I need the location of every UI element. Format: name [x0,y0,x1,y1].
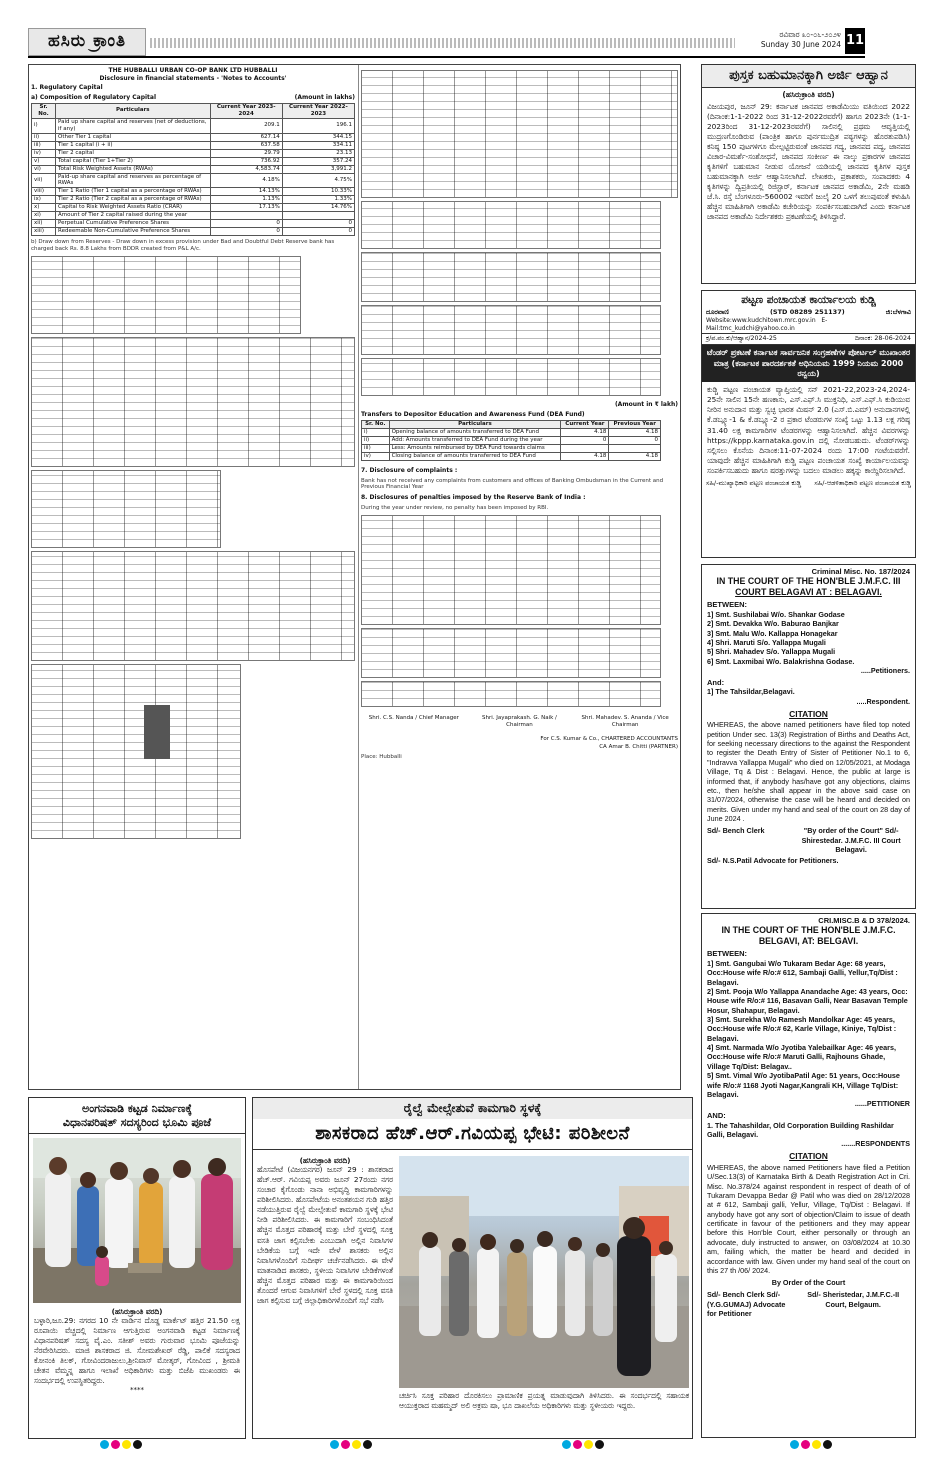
table-cell: 209.1 [210,118,282,133]
table-cell: Capital to Risk Weighted Assets Ratio (CRAR) [56,204,211,212]
court-notice-1 [701,564,916,909]
petitioner-entry: 2] Smt. Devakka W/o. Baburao Banjkar [707,619,839,629]
petitioner-entry: 5] Smt. Vimal W/o JyotibaPatil Age: 51 years, Occ:House wife R/o:# 1168 Jyoti Nagar,Kangrali KH, Village Tq/Dist: Belagavi. [707,1071,900,1099]
maturity-pattern-table [31,337,355,467]
table-cell: vii) [32,173,56,188]
notice-title: ಪುಸ್ತಕ ಬಹುಮಾನಕ್ಕಾಗಿ ಅರ್ಜಿ ಆಹ್ವಾನ [702,65,915,88]
citation-heading: CITATION [789,708,828,719]
npa-concentration-table [361,358,661,396]
advocate-sign: Sd/- N.S.Patil Advocate for Petitioners. [707,856,839,866]
article-kicker: ರೈಲ್ವೆ ಮೇಲ್ಸೇತುವೆ ಕಾಮಗಾರಿ ಸ್ಥಳಕ್ಕೆ [253,1098,692,1119]
table-row [32,157,355,165]
between-label: BETWEEN: [707,949,747,959]
cyan-dot [562,1440,571,1449]
order-of-court: By Order of the Court [771,1278,846,1288]
photo-illustration [33,1138,241,1303]
petitioner-entry: 2] Smt. Pooja W/o Yallappa Anandache Age: 43 years, Occ: House wife R/o:# 116, Basavan Galli, Near Basavan Temple Hosur, Shahapur, Belagavi. [707,986,908,1015]
table-row [32,118,355,133]
sheristedar-sign: Sd/- Sheristedar, J.M.F.C.-II Court, Belgaum. [807,1290,900,1309]
black-dot [133,1440,142,1449]
table-cell: 1.13% [210,196,282,204]
bank-financial-statement [28,64,681,1090]
photo-illustration [399,1156,689,1388]
table-cell: 1.33% [282,196,354,204]
table-header: Current Year [561,421,609,429]
mla-visit-photo [399,1156,689,1388]
table-row [32,165,355,173]
black-dot [595,1440,604,1449]
table-cell [282,212,354,220]
and-label: And: [707,678,725,687]
bench-clerk-sign: Sd/- Bench Clerk Sd/- (Y.G.GUMAJ) Advocate for Petitioner [707,1290,786,1318]
tender-web [702,316,915,334]
table-cell: Tier 1 capital (i + ii) [56,141,211,149]
table-cell: x) [32,204,56,212]
petitioner-entry: 6] Smt. Laxmibai W/o. Balakrishna Godase. [707,656,855,666]
table-cell: 0 [282,228,354,236]
statement-heading: THE HUBBALLI URBAN CO-OP BANK LTD HUBBALLI [108,67,278,74]
petitioner-list [707,610,910,666]
table-row [32,196,355,204]
masthead-date [761,30,841,50]
tender-reference [702,334,915,345]
deposits-concentration-table [361,252,661,302]
table-cell: viii) [32,188,56,196]
court-title-line1: IN THE COURT OF THE HON'BLE J.M.F.C. [721,925,896,936]
date-english: Sunday 30 June 2024 [760,39,841,49]
table-cell: 17.13% [210,204,282,212]
yellow-dot [584,1440,593,1449]
table-cell: 4,583.74 [210,165,282,173]
respondent-label: .......RESPONDENTS [841,1139,910,1149]
asset-quality-table [31,256,301,334]
magenta-dot [801,1440,810,1449]
and-label: AND: [707,1111,726,1121]
email-text: E-Mail:tmc_kudchi@yahoo.co.in [706,317,828,332]
auditor-firm: For C.S. Kumar & Co., CHARTERED ACCOUNTANTS [540,736,678,743]
magenta-dot [573,1440,582,1449]
page-number: 11 [845,28,865,54]
table-cell: 29.79 [210,149,282,157]
signatory-right: Shri. Mahadev. S. Ananda / Vice Chairman [581,714,669,728]
signature-left: ಸಹಿ/-ಮುಖ್ಯಾಧಿಕಾರಿ ಪಟ್ಟಣ ಪಂಚಾಯತ ಕುಡ್ಚಿ [706,478,802,487]
article-left-column [257,1156,393,1306]
website-text: Website:www.kudchitown.mrc.gov.in [706,317,816,325]
yellow-dot [352,1440,361,1449]
table-header: Sr. No. [362,421,390,429]
petitioner-entry: 1] Smt. Sushilabai W/o. Shankar Godase [707,609,845,619]
table-row [32,173,355,188]
place-label: Place: Hubballi [361,754,402,761]
statement-column-left [31,67,355,1087]
article-body: ಹೊಸಪೇಟೆ (ವಿಜಯನಗರ) ಜೂನ್ 29 : ಶಾಸಕರಾದ ಹೆಚ್.ಆರ್. ಗವಿಯಪ್ಪ ಅವರು ಜೂನ್ 27ರಂದು ನಗರ ಸಂಚಾರ ಕೈಗೊಂಡು ನಾನಾ ಅಭಿವೃದ್ಧಿ ಕಾಮಗಾರಿಗಳನ್ನು ಪರಿಶೀಲಿಸಿದರು. ಹೊಸಪೇಟೆಯ ಅನಂತಶಯನ ಗುಡಿ ಹತ್ತಿರ ನಡೆಯುತ್ತಿರುವ ರೈಲ್ವೆ ಮೇಲ್ಸೇತುವೆ ಕಾಮಗಾರಿ ಸ್ಥಳಕ್ಕೆ ಭೇಟಿ ನೀಡಿ ಪರಿಶೀಲಿಸಿದರು. ಈ ಕಾಮಗಾರಿಗೆ ಸಂಬಂಧಿಸಿದಂತೆ ಹೆಚ್ಚಿನ ಮೊತ್ತದ ಪರಿಹಾರಕ್ಕೆ ಮತ್ತು ಬೇರೆ ಸ್ಥಳದಲ್ಲಿ ಸೂಕ್ತ ವಸತಿ ಜಾಗ ಕಲ್ಪಿಸಬೇಕು ಎಂಬುದಾಗಿ ಅಲ್ಲಿನ ನಿವಾಸಿಗಳ ಬೇಡಿಕೆಯ ಬಗ್ಗೆ ಇದೇ ವೇಳೆ ಶಾಸಕರು ಅಲ್ಲಿನ ನಿವಾಸಿಗಳೊಂದಿಗೆ ಸುದೀರ್ಘ ಚರ್ಚೆನಡೆಸಿದರು. ಈ ವೇಳೆ ಮಾತನಾಡಿದ ಶಾಸಕರು, ಸ್ಥಳೀಯ ನಿವಾಸಿಗಳ ಬೇಡಿಕೆಗಳಂತೆ ಹೆಚ್ಚಿನ ಮೊತ್ತದ ಪರಿಹಾರ ಮತ್ತು ಈ ಕಾಮಗಾರಿಯಿಂದ ತೊಂದರೆ ಆಗುವ ನಿವಾಸಿಗಳಿಗೆ ಬೇರೆ ಸ್ಥಳದಲ್ಲಿ ಸೂಕ್ತ ವಸತಿ ಜಾಗ ಕಲ್ಪಿಸುವ ಬಗ್ಗೆ ಜಿಲ್ಲಾಧಿಕಾರಿಗಳೊಂದಿಗೆ ಸಭೆ ನಡೆಸಿ [257,1165,393,1305]
article-tag: (ಹಸಿರುಕ್ರಾಂತಿ ವರದಿ) [111,1306,163,1316]
table-cell: 357.24 [282,157,354,165]
table-cell: Tier 2 capital [56,149,211,157]
citation-heading: CITATION [789,1151,828,1162]
book-award-notice [701,64,916,284]
table-cell: Perpetual Cumulative Preference Shares [56,220,211,228]
table-cell: vi) [32,165,56,173]
table-cell: 637.58 [210,141,282,149]
notice-body: ವಿಜಯಪುರ, ಜೂನ್ 29: ಕರ್ನಾಟಕ ಜಾನಪದ ಅಕಾಡೆಮಿಯು ವತಿಯಿಂದ 2022 (ದಿನಾಂಕ:1-1-2022 ರಿಂದ 31-12-2022ರವರೆಗೆ) ಹಾಗೂ 2023ನೇ (1-1-2023ರಿಂದ 31-12-2023ರವರೆಗೆ) ಸಾಲಿನಲ್ಲಿ ಪ್ರಥಮ ಆವೃತ್ತಿಯಲ್ಲಿ ಮುದ್ರಣಗೊಂಡಿರುವ (ಪಾಂತ್ರಿಕ ಹಾಗೂ ಪುರ್ನಮುದ್ರಿತ ಪಠ್ಯಗಳನ್ನು ಹೊರತುಪಡಿಸಿ) ಕನಿಷ್ಠ 150 ಪುಟಗಳಿಗೂ ಮೇಲ್ಪಟ್ಟಿರುವಂತೆ ಜಾನಪದ ಗದ್ಯ, ಜಾನಪದ ಪದ್ಯ, ಜಾನಪದ ವಿಚಾರ-ವಿಮರ್ಶೆ-ಸಂಶೋಧನೆ, ಜಾನಪದ ಸಂಕೀರ್ಣ ಈ ನಾಲ್ಕು ಪ್ರಕಾರಗಳ ಜಾನಪದ ಕೃತಿಗಳಿಗೆ ಬಹುಮಾನ ನೀಡುವ ಯೋಜನೆ ಯಡಿಯಲ್ಲಿ ಜಾನಪದ ಕೃತಿಗಳ ಪುಸ್ತಕ ಬಹುಮಾನಕ್ಕಾಗಿ ಅರ್ಜಿ ಆಹ್ವಾನಿಸಲಾಗಿದೆ. ಲೇಖಕರು, ಪ್ರಕಾಶಕರು, ಸಂಪಾದಕರು 4 ಕೃತಿಗಳನ್ನು ದ್ವಿಪ್ರತಿಯಲ್ಲಿ ರಿಜಿಸ್ಟಾರ್, ಕರ್ನಾಟಕ ಜಾನಪದ ಅಕಾಡೆಮಿ, 2ನೇ ಮಹಡಿ ಜೆ.ಸಿ. ರಸ್ತೆ ಬೆಂಗಳೂರು-560002 ಇವರಿಗೆ ಜುಲೈ 20 ಒಳಗೆ ತಲುಪುವಂತೆ ಕಳುಹಿಸಿ ಹೆಚ್ಚಿನ ಮಾಹಿತಿಗಾಗಿ ಅಕಾಡೆಮಿ ಕಚೇರಿಯನ್ನು ಸಂಪರ್ಕಿಸಬಹುದಾಗಿದೆ ಎಂದು ಕರ್ನಾಟಕ ಜಾನಪದ ಅಕಾಡೆಮಿ ನಿರ್ದೇಶಕರು ಪ್ರಕಟಣೆಯಲ್ಲಿ ತಿಳಿಸಿದ್ದಾರೆ. [707,101,910,222]
petitioner-entry: 3] Smt. Surekha W/o Ramesh Mandolkar Age: 45 years, Occ:House wife R/o:# 62, Karle Village, Kiniye, Tq/Dist : Belagavi. [707,1015,897,1043]
capital-table [31,103,355,236]
exposure-table [361,70,678,198]
table-row [32,212,355,220]
shaded-cells [144,705,170,759]
table-cell: 14.76% [282,204,354,212]
article-headline: ಶಾಸಕರಾದ ಹೆಚ್.ಆರ್.ಗವಿಯಪ್ಪ ಭೇಟಿ: ಪರಿಶೀಲನೆ [253,1119,692,1150]
table-cell: i) [32,118,56,133]
provisions-table [361,628,661,678]
table-cell: 0 [210,220,282,228]
other-disclosures-table [361,515,661,625]
table-header: Sr. No. [32,104,56,119]
table-cell: Paid-up share capital and reserves as percentage of RWAs [56,173,211,188]
investments-table [31,551,355,661]
signatory-middle: Shri. Jayaprakash. G. Naik / Chairman [482,714,557,728]
petitioners-label: .....Petitioners. [860,666,910,675]
cyan-dot [790,1440,799,1449]
table-cell: iii) [362,445,390,453]
table-row [32,149,355,157]
respondent: 1] The Tahsildar,Belagavi. [707,687,795,697]
citation-body: WHEREAS, the above named Petitioners have filed a Petition U/Sec.13(3) of Karnataka Birth & Death Registration Act in Cri. Misc. No.378/24 against respondent in respect of death of of Tukaram Devappa Bedar @ Patil who was died on 28/12/2028 at # 612, Sambaji galli, Yellur, Village, Tq/Dist : Belagavi. If anybody have got any sort of objection/Claim to issue of death certificate in favour of the petitioners and they may appear before this Hon'ble Court, either personally or through an advocate, duly instructed to answer, on 03/08/2024 at 10.30 am, failing which, the matter be heard and decided in accordance with law. Given under my hand seal of the court on this 27 th /06/ 2024. [707,1162,910,1275]
case-number: Criminal Misc. No. 187/2024 [811,567,910,576]
table-cell: 0 [609,437,661,445]
complaints-title: 7. Disclosure of complaints : [361,467,458,474]
between-label: BETWEEN: [707,600,747,610]
dea-title: Transfers to Depositor Education and Awareness Fund (DEA Fund) [361,410,585,418]
complaints-text: Bank has not received any complaints from customers and offices of Banking Ombudsman in the Current and Previous Financial Year [361,477,664,491]
tender-signatures [702,476,915,490]
table-cell [561,445,609,453]
table-cell: ii) [32,133,56,141]
table-cell: iv) [362,453,390,461]
article-tag: (ಹಸಿರುಕ್ರಾಂತಿ ವರದಿ) [299,1156,351,1165]
citation-body: WHEREAS, the above named petitioners have filed top noted petition Under sec. 13(3) Registration of Births and Deaths Act, for seeking necessary directions to the against the Respondent to register the Death Entry of Sister of Petitioner No.1 to 6, "Indravva Yallappa Mugali" who died on 12/05/2021, at Modaga Village, Tq & Dist : Belagavi. Hence, the public at large is informed that, if anybody has/have got any objections, claims etc., then he/she shall appear in the above said case on 31/07/2024, otherwise the case will be heard and decided on merits. Given under my hand and seal of the court on 28 day of June 2024 . [707,720,910,823]
respondent: 1. The Tahashildar, Old Corporation Building Rashildar Galli, Belagavi. [707,1120,894,1139]
court-title-line1: IN THE COURT OF THE HON'BLE J.M.F.C. III [716,576,901,587]
table-cell: 627.14 [210,133,282,141]
registration-marks [790,1440,832,1449]
table-cell: Tier 2 Ratio (Tier 2 capital as a percentage of RWAs) [56,196,211,204]
petitioner-list [707,959,910,1099]
table-row [32,220,355,228]
table-cell: 4.75% [282,173,354,188]
table-cell: 196.1 [282,118,354,133]
table-header: Current Year 2023-2024 [210,104,282,119]
table-row [362,453,661,461]
petitioner-entry: 1] Smt. Gangubai W/o Tukaram Bedar Age: 68 years, Occ:House wife R/o:# 612, Sambaji Galli, Yellur,Tq/Dist : Belagavi. [707,958,898,987]
article-body: ಬಳ್ಳಾರಿ,ಜೂ.29: ನಗರದ 10 ನೇ ವಾರ್ಡಿನ ದೊಡ್ಡ ಮಾರ್ಕೆಟ್ ಹತ್ತಿರ 21.50 ಲಕ್ಷ ರೂಪಾಯಿ ವೆಚ್ಚದಲ್ಲಿ ನಿರ್ಮಾಣ ಆಗುತ್ತಿರುವ ಅಂಗನವಾಡಿ ಕಟ್ಟಡ ನಿರ್ಮಾಣಕ್ಕೆ ವಿಧಾನಪರಿಷತ್ ಸದಸ್ಯ ವೈ.ಎಂ. ಸತೀಶ್ ಅವರು ಗುರುವಾರ ಭೂಮಿ ಪೂಜೆಯನ್ನು ನೆರವೇರಿಸಿದರು. ಮಾಜಿ ಶಾಸಕರಾದ ಜಿ. ಸೋಮಶೇಖರ್ ರೆಡ್ಡಿ, ಪಾಲಿಕೆ ಸದಸ್ಯರಾದ ಕೋನಂಕಿ ತಿಲಕ್, ಗೋವಿಂದರಾಜುಲು,ಶ್ರೀನಿವಾಸ್ ಮೋತ್ಕರ್, ಗೋವಿಂದ , ಶ್ರೀಮತಿ ಚೇತನ ವೆಮ್ಮನ್ನ ಹಾಗೂ ಇಲಾಖೆ ಅಧಿಕಾರಿಗಳು ಮತ್ತು ಬಿಜೆಪಿ ಮುಖಂಡರು ಈ ಸಂದರ್ಭದಲ್ಲಿ ಉಪಸ್ಥಿತರಿದ್ದರು. [34,1315,240,1385]
real-estate-table [361,201,661,249]
registration-marks [100,1440,142,1449]
tender-contact [702,308,915,316]
table-cell: 14.13% [210,188,282,196]
table-row [362,429,661,437]
tender-body: ಕುಡ್ಚಿ ಪಟ್ಟಣ ಪಂಚಾಯತ ವ್ಯಾಪ್ತಿಯಲ್ಲಿ ಸನ್ 2021-22,2023-24,2024-25ನೇ ಸಾಲಿನ 15ನೇ ಹಣಕಾಸು, ಎಸ್.ಎಫ್.ಸಿ ಮುಕ್ತನಿಧಿ, ಎಸ್.ಎಫ್.ಸಿ ಕುಡಿಯುವ ನೀರಿನ ಅನುದಾನ ಮತ್ತು ಸ್ವಚ್ಛ ಭಾರತ ಮಿಷನ್ 2.0 (ಎಸ್.ಬಿ.ಎಮ್) ಅನುದಾನಗಳಲ್ಲಿ ಕೆ.ಡಬ್ಲ್ಯೂ-1 & ಕೆ.ಡಬ್ಲ್ಯೂ-2 ರ ಪ್ರಕಾರ ಟೆಂಡರುಗಳ ಸಂಖ್ಯೆ ಒಟ್ಟು 1.13 ಲಕ್ಷ ಗರಿಷ್ಠ 31.40 ಲಕ್ಷ ಕಾಮಗಾರಿಗಳ ಟೆಂಡರಗಳನ್ನು ಆಹ್ವಾನಿಸಲಾಗಿದೆ. ಹೆಚ್ಚಿನ ವಿವರಗಳನ್ನು https://kppp.karnataka.gov.in ದಲ್ಲಿ ನೋಡಬಹುದು. ಟೆಂಡರ್‌ಗಳನ್ನು ಸಲ್ಲಿಸಲು ಕೊನೆಯ ದಿನಾಂಕ:11-07-2024 ರಂದು 17:00 ಗಂಟೆಯವರೆಗೆ. ಯಾವುದೇ ಹೆಚ್ಚಿನ ಮಾಹಿತಿಗಾಗಿ ಕುಡ್ಚಿ ಪಟ್ಟಣ ಪಂಚಾಯತ ಸಂಖ್ಯೆ ಕಾರ್ಯಾಲಯವನ್ನು ಸಂಪರ್ಕಿಸಬಹುದು ಹಾಗೂ ಷರತ್ತುಗಳನ್ನು ಬದಲು ಮಾಡಲು ಹಕ್ಕನ್ನು ಕಾಯ್ದಿರಿಸಲಾಗಿದೆ. [707,385,910,475]
magenta-dot [341,1440,350,1449]
advances-concentration-table [361,305,661,355]
petitioner-entry: 4] Shri. Maruti S/o. Yallappa Mugali [707,637,826,647]
anganwadi-article [28,1097,246,1439]
penalty-title: 8. Disclosures of penalties imposed by the Reserve Bank of India : [361,494,586,502]
table-cell: i) [362,429,390,437]
table-cell: 10.33% [282,188,354,196]
article-end-mark: **** [130,1386,144,1395]
petitioner-entry: 3] Smt. Malu W/o. Kallappa Honagekar [707,628,838,638]
dicgc-table [361,681,661,707]
court-title [707,925,910,946]
table-cell [210,212,282,220]
phone-number: (STD 08289 251137) [769,308,845,317]
table-cell: Add: Amounts transferred to DEA Fund during the year [389,437,561,445]
table-cell: 0 [210,228,282,236]
black-dot [823,1440,832,1449]
court-title-line2: BELGAVI, AT: BELGAVI. [758,935,859,946]
amount-unit: (Amount in lakhs) [294,93,355,101]
reference-no: ಕ್ರ/ಪ.ಪಂ.ಕು/ಆಹ್ವಾನ/2024-25 [706,335,777,343]
table-row [32,228,355,236]
table-cell: xiii) [32,228,56,236]
table-cell: iii) [32,141,56,149]
masthead-rule [150,38,735,48]
table-cell: 4.18 [609,453,661,461]
table-cell [609,445,661,453]
column-divider [358,65,359,1089]
table-cell: Amount of Tier 2 capital raised during the year [56,212,211,220]
statement-column-right [361,67,678,1087]
table-cell: 3,991.2 [282,165,354,173]
table-row [32,133,355,141]
tender-notice [701,290,916,558]
bhoomi-pooja-photo [33,1138,241,1303]
table-cell: ix) [32,196,56,204]
yellow-dot [122,1440,131,1449]
auditor-block [361,736,678,751]
court-signatures [707,826,910,854]
table-header: Current Year 2022-2023 [282,104,354,119]
petitioners-label: ......PETITIONER [854,1099,910,1109]
table-header: Particulars [389,421,561,429]
table-cell: Other Tier 1 capital [56,133,211,141]
district-label: ಜಿ:ಬೆಳಗಾವಿ [885,308,911,317]
table-cell: Paid up share capital and reserves (net of deductions, if any) [56,118,211,133]
table-cell: Less: Amounts reimbursed by DEA Fund towards claims [389,445,561,453]
article-headline-line2: ವಿಧಾನಪರಿಷತ್ ಸದಸ್ಯರಿಂದ ಭೂಮಿ ಪೂಜೆ [29,1116,245,1134]
table-cell: Total capital (Tier 1+Tier 2) [56,157,211,165]
table-cell: 4.18 [561,429,609,437]
article-bottom-text: ಚರ್ಚಿಸಿ ಸೂಕ್ತ ಪರಿಹಾರ ದೊರಕಿಸಲು ಪ್ರಾಮಾಣಿಕ ಪ್ರಯತ್ನ ಮಾಡುವುದಾಗಿ ತಿಳಿಸಿದರು. ಈ ಸಂದರ್ಭದಲ್ಲಿ ಸಹಾಯಕ ಆಯುಕ್ತರಾದ ಮಹಮ್ಮದ್ ಅಲಿ ಅಕ್ರಮ ಷಾ, ಭೂ ದಾಖಲೆಯ ಅಧಿಕಾರಿಗಳು ಮತ್ತು ಸ್ಥಳೀಯರು ಇದ್ದರು. [399,1391,689,1411]
table-cell: 23.13 [282,149,354,157]
dea-table [361,420,661,461]
table-cell: xii) [32,220,56,228]
court-title-line2: COURT BELAGAVI AT : BELAGAVI. [735,586,882,597]
cyan-dot [330,1440,339,1449]
court-signatures [707,1290,910,1318]
table-cell: 736.92 [210,157,282,165]
npa-movement-table [31,470,221,548]
auditor-name: CA Amar B. Chitti (PARTNER) [599,743,678,750]
table-row [32,204,355,212]
phone-label: ದೂರವಾಣಿ [706,308,729,317]
newspaper-logo: ಹಸಿರು ಕ್ರಾಂತಿ [28,28,146,56]
registration-marks [562,1440,604,1449]
court-notice-2 [701,913,916,1438]
table-row [362,445,661,453]
table-header: Particulars [56,104,211,119]
table-cell: Closing balance of amounts transferred to DEA Fund [389,453,561,461]
yellow-dot [812,1440,821,1449]
non-performing-investments-table [31,664,241,839]
table-cell: ii) [362,437,390,445]
case-number: CRI.MISC.B & D 378/2024. [818,916,910,925]
black-dot [363,1440,372,1449]
table-cell: 4.18 [561,453,609,461]
table-cell: 4.18% [210,173,282,188]
shirestedar-sign: "By order of the Court" Sd/- Shirestedar. J.M.F.C. III Court Belagavi. [801,826,901,855]
section-subtitle: a) Composition of Regulatory Capital [31,93,157,101]
table-header: Previous Year [609,421,661,429]
table-cell: 334.11 [282,141,354,149]
registration-marks [330,1440,372,1449]
petitioner-entry: 5] Shri. Mahadev S/o. Yallappa Mugali [707,647,836,657]
cyan-dot [100,1440,109,1449]
bench-clerk-sign: Sd/- Bench Clerk [707,826,765,836]
signatories [361,715,678,729]
table-cell: v) [32,157,56,165]
article-headline-line1: ಅಂಗನವಾಡಿ ಕಟ್ಟಡ ನಿರ್ಮಾಣಕ್ಕೆ [81,1102,193,1115]
table-cell: 344.15 [282,133,354,141]
table-cell: 4.18 [609,429,661,437]
section-title: 1. Regulatory Capital [31,84,103,91]
reference-date: ದಿನಾಂಕ: 28-06-2024 [854,335,911,343]
court-title [707,576,910,597]
table-cell: xi) [32,212,56,220]
petitioner-entry: 4] Smt. Narmada W/o Jyotiba Yalebailkar Age: 46 years, Occ:House wife R/o:# Maruti Galli, Rajhouns Ghade, Village Tq/Dist: Belagav.. [707,1043,896,1071]
table-row [362,437,661,445]
masthead [28,28,865,58]
table-cell: 0 [561,437,609,445]
signature-right: ಸಹಿ/-ಆಡಳಿತಾಧಿಕಾರಿ ಪಟ್ಟಣ ಪಂಚಾಯತ ಕುಡ್ಚಿ [814,478,911,487]
table-cell: Redeemable Non-Cumulative Preference Shares [56,228,211,236]
railway-bridge-article [252,1097,693,1439]
respondent-label: .....Respondent. [856,696,910,706]
statement-subheading: Disclosure in financial statements - 'Notes to Accounts' [99,74,287,82]
table-row [32,141,355,149]
drawdown-note: b) Draw down from Reserves - Draw down in excess provision under Bad and Doubtful Debt Reserve bank has charged back Rs. 8.8 Lakhs from BDDR created from P&L A/c. [31,239,335,253]
date-kannada: ರವಿವಾರ ೩೦-೦೬-೨೦೨೪ [779,30,841,39]
table-cell: 0 [282,220,354,228]
table-cell: Opening balance of amounts transferred to DEA Fund [389,429,561,437]
penalty-text: During the year under review, no penalty has been imposed by RBI. [361,504,549,511]
table-row [32,188,355,196]
magenta-dot [111,1440,120,1449]
table-cell: Total Risk Weighted Assets (RWAs) [56,165,211,173]
table-cell: iv) [32,149,56,157]
dea-unit: (Amount in ₹ lakh) [614,401,678,408]
notice-tag: (ಹಸಿರುಕ್ರಾಂತಿ ವರದಿ) [782,90,835,100]
tender-office-title: ಪಟ್ಟಣ ಪಂಚಾಯತ ಕಾರ್ಯಾಲಯ ಕುಡ್ಚಿ [741,294,876,306]
tender-banner: ಟೆಂಡರ್ ಪ್ರಕಟಣೆ ಕರ್ನಾಟಕ ಸಾರ್ವಜನಿಕ ಸಂಗ್ರಹಣೆಗಳ ಪೋರ್ಟಲ್ ಮುಖಾಂತರ ಮಾತ್ರ (ಕರ್ನಾಟಕ ಪಾರದರ್ಶಕತೆ ಅಧಿನಿಯಮ 1999 ನಿಯಮ 2000 ರನ್ವಯ) [702,345,915,382]
signatory-left: Shri. C.S. Nanda / Chief Manager [368,714,459,721]
table-cell: Tier 1 Ratio (Tier 1 capital as a percentage of RWAs) [56,188,211,196]
